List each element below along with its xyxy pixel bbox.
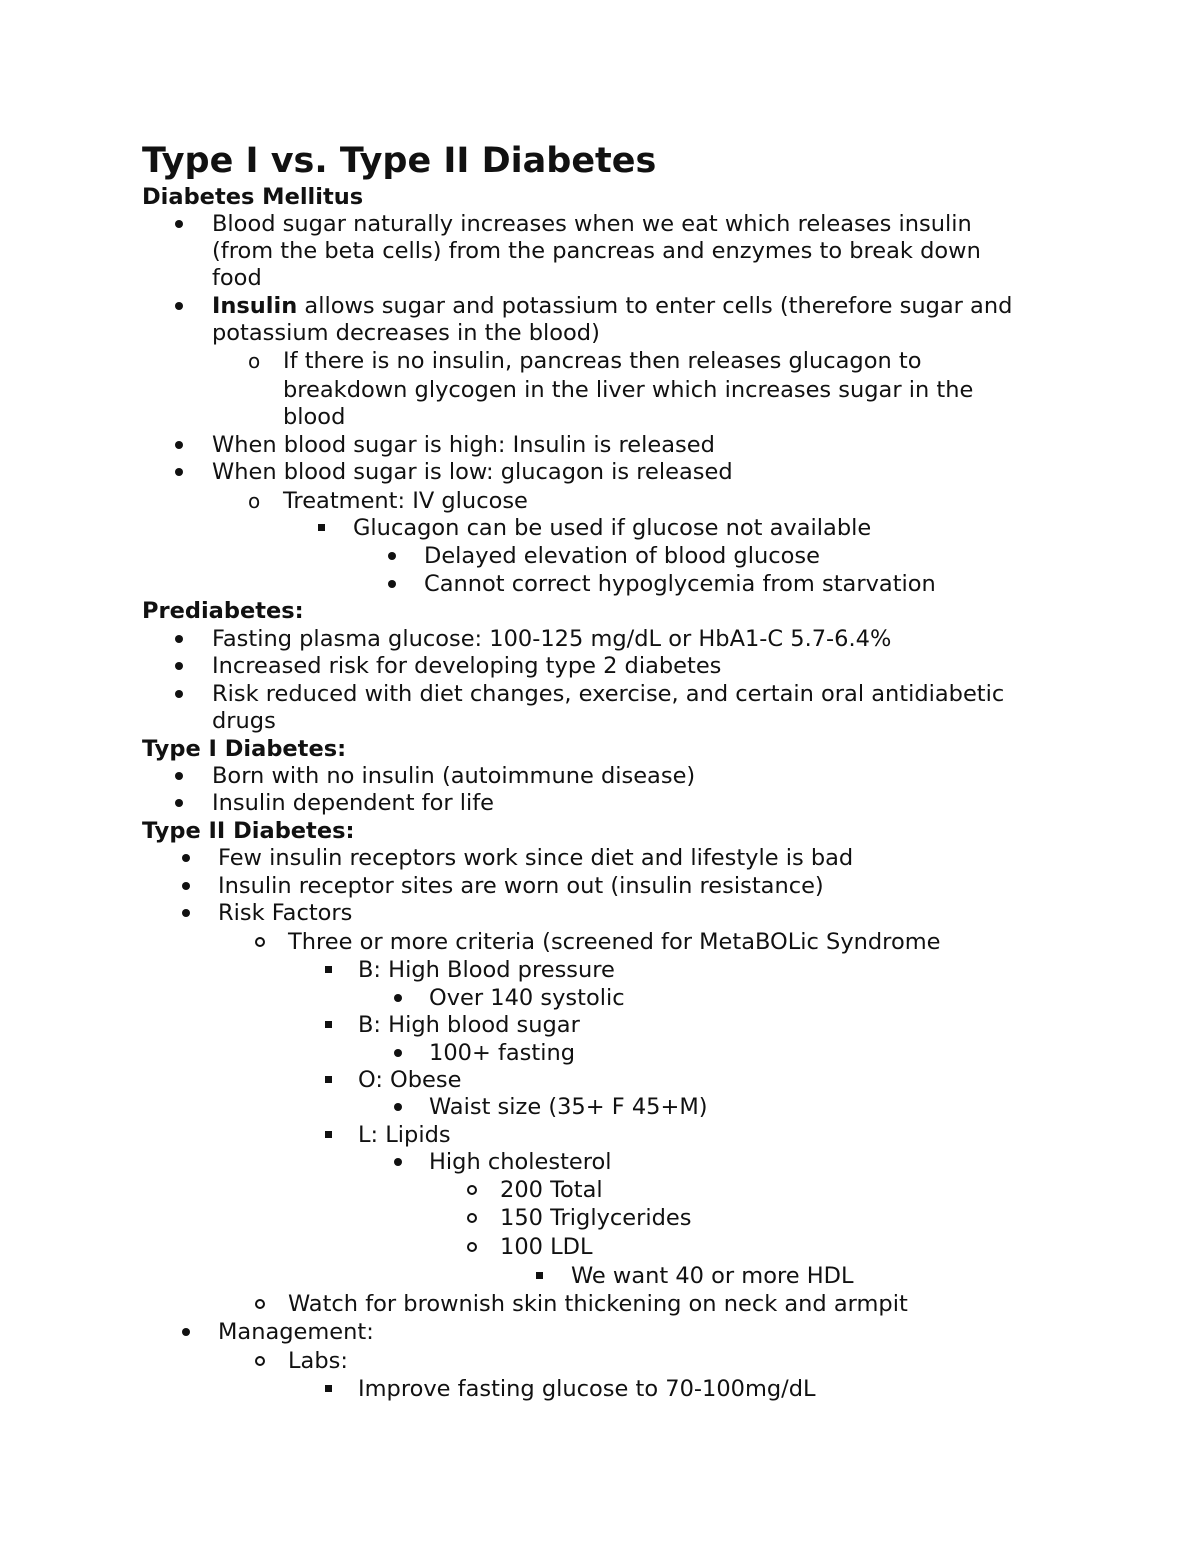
list-item: We want 40 or more HDL [571, 1263, 854, 1289]
section-heading-type2: Type II Diabetes: [142, 818, 355, 844]
list-item: Over 140 systolic [429, 985, 625, 1011]
list-item: Management: [218, 1319, 374, 1345]
section-heading-mellitus: Diabetes Mellitus [142, 184, 364, 210]
list-item: Cannot correct hypoglycemia from starvation [424, 571, 936, 597]
list-item: Few insulin receptors work since diet and lifestyle is bad [218, 845, 854, 871]
list-item-continuation: potassium decreases in the blood) [212, 320, 600, 346]
list-item-continuation: blood [283, 404, 346, 430]
list-item: Blood sugar naturally increases when we eat which releases insulin [212, 211, 972, 237]
list-item: Improve fasting glucose to 70-100mg/dL [358, 1376, 816, 1402]
list-item-continuation: breakdown glycogen in the liver which increases sugar in the [283, 377, 974, 403]
list-item: Risk reduced with diet changes, exercise, and certain oral antidiabetic [212, 681, 1005, 707]
list-item: B: High blood sugar [358, 1012, 580, 1038]
list-item: B: High Blood pressure [358, 957, 615, 983]
list-item: If there is no insulin, pancreas then releases glucagon to [283, 348, 922, 374]
list-item: Treatment: IV glucose [283, 488, 528, 514]
list-item: When blood sugar is high: Insulin is released [212, 432, 715, 458]
list-item: When blood sugar is low: glucagon is released [212, 459, 733, 485]
list-item: Waist size (35+ F 45+M) [429, 1094, 708, 1120]
list-item [212, 292, 1012, 320]
list-item-continuation: (from the beta cells) from the pancreas and enzymes to break down [212, 238, 981, 264]
list-item-continuation: food [212, 265, 262, 291]
list-item: Labs: [288, 1348, 348, 1374]
list-item-continuation: drugs [212, 708, 276, 734]
list-item: Insulin dependent for life [212, 790, 495, 816]
list-item: Born with no insulin (autoimmune disease) [212, 763, 696, 789]
section-heading-type1: Type I Diabetes: [142, 736, 347, 762]
list-item: Fasting plasma glucose: 100-125 mg/dL or HbA1-C 5.7-6.4% [212, 626, 892, 652]
list-item: Three or more criteria (screened for MetaBOLic Syndrome [288, 929, 941, 955]
list-item: Insulin receptor sites are worn out (insulin resistance) [218, 873, 824, 899]
list-item: O: Obese [358, 1067, 462, 1093]
list-item: 100+ fasting [429, 1040, 575, 1066]
list-item: Watch for brownish skin thickening on neck and armpit [288, 1291, 908, 1317]
bold-term: Insulin [212, 293, 298, 319]
list-item: Glucagon can be used if glucose not available [353, 515, 872, 541]
list-item: High cholesterol [429, 1149, 612, 1175]
list-item: 100 LDL [500, 1234, 593, 1260]
list-item-text: allows sugar and potassium to enter cells (therefore sugar and [297, 293, 1013, 319]
list-item: Delayed elevation of blood glucose [424, 543, 820, 569]
list-item: Risk Factors [218, 900, 353, 926]
list-item: L: Lipids [358, 1122, 451, 1148]
section-heading-prediabetes: Prediabetes: [142, 598, 304, 624]
list-item: 150 Triglycerides [500, 1205, 692, 1231]
page-title: Type I vs. Type II Diabetes [142, 141, 657, 181]
list-item: 200 Total [500, 1177, 603, 1203]
list-item: Increased risk for developing type 2 diabetes [212, 653, 722, 679]
